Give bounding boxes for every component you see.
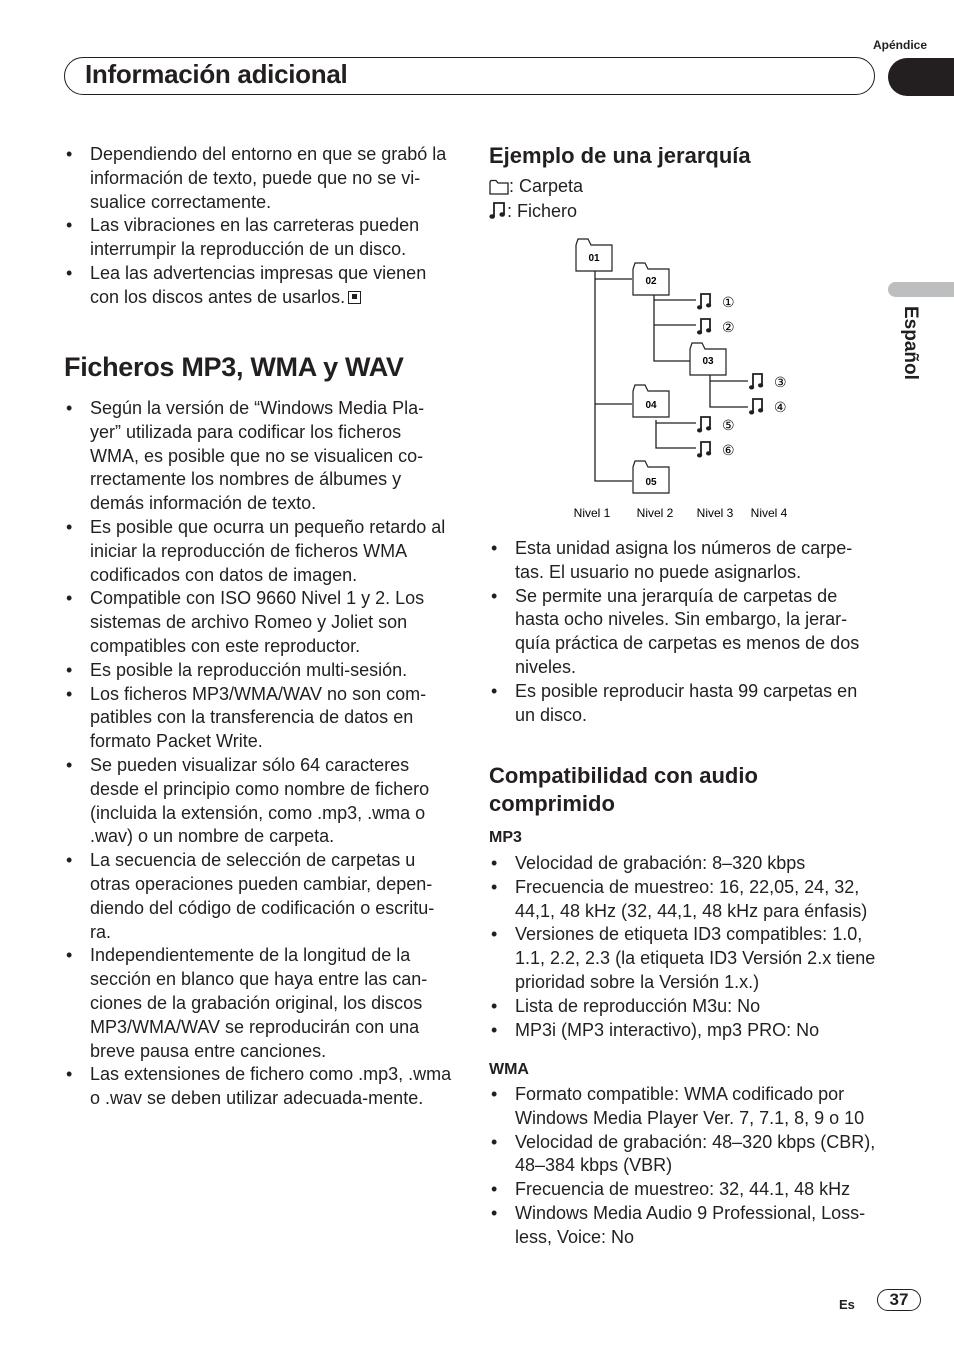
svg-text:①: ① <box>722 294 735 310</box>
file-6 <box>697 442 735 458</box>
list-item: • Velocidad de grabación: 8–320 kbps <box>489 852 881 876</box>
compat-heading: Compatibilidad con audio comprimido <box>489 763 758 816</box>
level-label-2: Nivel 2 <box>636 506 674 520</box>
list-item: • Es posible que ocurra un pequeño retardo al iniciar la reproducción de ficheros WMA codificados con datos de imagen. <box>64 516 452 587</box>
folder-02 <box>633 263 669 295</box>
list-item: • Lista de reproducción M3u: No <box>489 995 881 1019</box>
folder-05 <box>633 461 669 493</box>
svg-text:04: 04 <box>645 400 657 411</box>
section-heading-files: Ficheros MP3, WMA y WAV <box>64 352 404 382</box>
level-label-4: Nivel 4 <box>750 506 788 520</box>
list-item: • Lea las advertencias impresas que vienen con los discos antes de usarlos. <box>64 262 452 310</box>
list-item: • Windows Media Audio 9 Professional, Loss-less, Voice: No <box>489 1202 881 1250</box>
file-2 <box>697 319 735 335</box>
mp3-bullet-list <box>489 852 881 1042</box>
legend-file: : Fichero <box>489 200 577 222</box>
folder-04 <box>633 385 669 417</box>
section-label: Apéndice <box>872 38 927 52</box>
file-4 <box>749 399 787 415</box>
wma-label: WMA <box>489 1061 529 1078</box>
svg-text:⑤: ⑤ <box>722 417 735 433</box>
list-item: • Es posible reproducir hasta 99 carpetas en un disco. <box>489 680 881 728</box>
svg-text:05: 05 <box>645 477 657 488</box>
file-3 <box>749 374 787 390</box>
list-item: • Se pueden visualizar sólo 64 caracteres desde el principio como nombre de fichero (incluida la extensión, como .mp3, .wma o .wav) o un nombre de carpeta. <box>64 754 452 849</box>
hierarchy-diagram <box>560 235 800 525</box>
language-code: Es <box>839 1297 855 1312</box>
list-item: • Dependiendo del entorno en que se grabó la información de texto, puede que no se vi-sualice correctamente. <box>64 143 452 214</box>
header-tab-marker <box>888 58 954 96</box>
page-number: 37 <box>877 1289 921 1311</box>
svg-text:④: ④ <box>774 399 787 415</box>
list-item: • La secuencia de selección de carpetas u otras operaciones pueden cambiar, depen-diendo del código de codificación o escritu-ra. <box>64 849 452 944</box>
folder-icon <box>489 179 509 195</box>
list-item: • Las extensiones de fichero como .mp3, .wma o .wav se deben utilizar adecuada-mente. <box>64 1063 452 1111</box>
list-item: • Independientemente de la longitud de la sección en blanco que haya entre las can-ciones de la grabación original, los discos MP3/WMA/WAV se reproducirán con una breve pausa entre canciones. <box>64 944 452 1063</box>
hierarchy-bullet-list <box>489 537 881 727</box>
page-title: Información adicional <box>85 59 348 89</box>
svg-text:⑥: ⑥ <box>722 442 735 458</box>
list-item: • Frecuencia de muestreo: 32, 44.1, 48 kHz <box>489 1178 881 1202</box>
folder-03 <box>690 343 726 375</box>
side-tab-label: Español <box>900 306 921 380</box>
list-item: • Los ficheros MP3/WMA/WAV no son com-patibles con la transferencia de datos en formato Packet Write. <box>64 683 452 754</box>
list-item: • Formato compatible: WMA codificado por Windows Media Player Ver. 7, 7.1, 8, 9 o 10 <box>489 1083 881 1131</box>
folder-01 <box>576 239 612 271</box>
hierarchy-heading: Ejemplo de una jerarquía <box>489 143 751 168</box>
svg-text:③: ③ <box>774 374 787 390</box>
list-item: • Esta unidad asigna los números de carpe-tas. El usuario no puede asignarlos. <box>489 537 881 585</box>
list-item: • Velocidad de grabación: 48–320 kbps (CBR), 48–384 kbps (VBR) <box>489 1131 881 1179</box>
list-item: • Las vibraciones en las carreteras pueden interrumpir la reproducción de un disco. <box>64 214 452 262</box>
list-item: • Versiones de etiqueta ID3 compatibles: 1.0, 1.1, 2.2, 2.3 (la etiqueta ID3 Versión 2.x tiene prioridad sobre la Versión 1.x.) <box>489 923 881 994</box>
list-item: • Según la versión de “Windows Media Pla-yer” utilizada para codificar los ficheros WMA, es posible que no se visualicen co-rrectamente los nombres de álbumes y demás información de texto. <box>64 397 452 516</box>
svg-text:03: 03 <box>702 356 714 367</box>
file-5 <box>697 417 735 433</box>
level-label-3: Nivel 3 <box>696 506 734 520</box>
file-1 <box>697 294 735 310</box>
legend-folder: : Carpeta <box>489 176 583 197</box>
stop-icon <box>348 291 361 304</box>
music-note-icon <box>489 200 507 220</box>
list-item: • Es posible la reproducción multi-sesión. <box>64 659 452 683</box>
list-item: • MP3i (MP3 interactivo), mp3 PRO: No <box>489 1019 881 1043</box>
svg-text:②: ② <box>722 319 735 335</box>
mp3-label: MP3 <box>489 829 522 846</box>
list-item: • Se permite una jerarquía de carpetas de hasta ocho niveles. Sin embargo, la jerar-quía práctica de carpetas es menos de dos niveles. <box>489 585 881 680</box>
svg-text:01: 01 <box>588 253 600 264</box>
level-label-1: Nivel 1 <box>573 506 611 520</box>
wma-bullet-list <box>489 1083 881 1250</box>
files-bullet-list <box>64 397 452 1111</box>
svg-text:02: 02 <box>645 276 657 287</box>
list-item: • Compatible con ISO 9660 Nivel 1 y 2. Los sistemas de archivo Romeo y Joliet son compatibles con este reproductor. <box>64 587 452 658</box>
intro-bullet-list <box>64 143 452 310</box>
side-tab-marker <box>888 282 954 297</box>
list-item: • Frecuencia de muestreo: 16, 22,05, 24, 32, 44,1, 48 kHz (32, 44,1, 48 kHz para énfasis) <box>489 876 881 924</box>
